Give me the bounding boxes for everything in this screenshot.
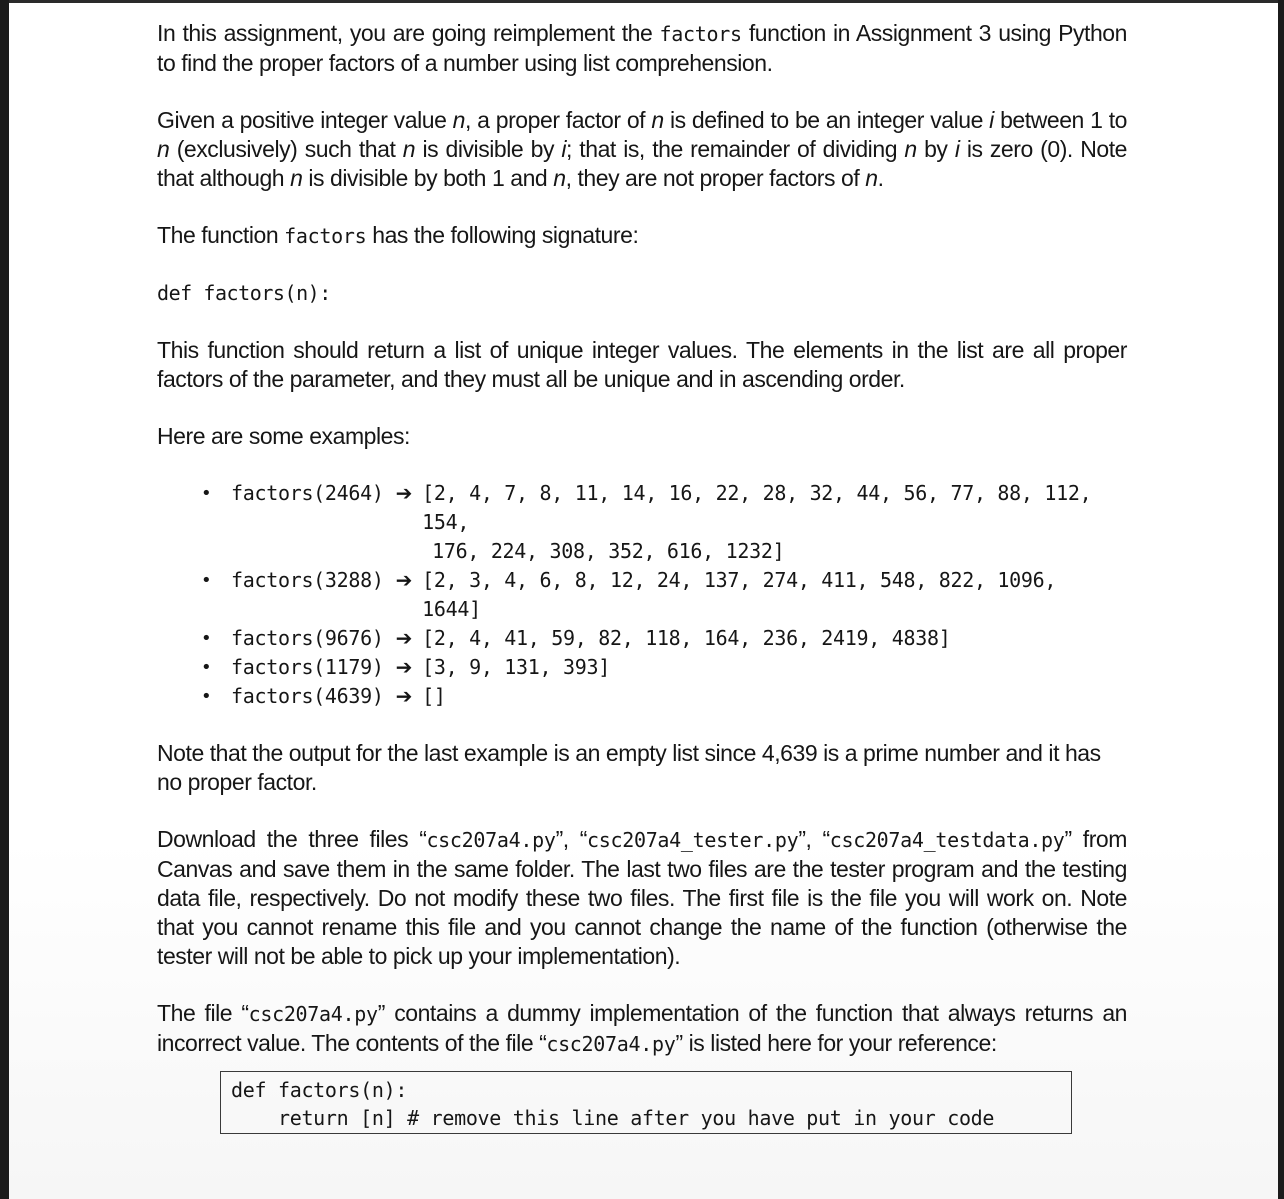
example-call: factors(3288): [231, 568, 384, 592]
example-result-line: [2, 4, 7, 8, 11, 14, 16, 22, 28, 32, 44, 56, 77, 88, 112, 154,: [422, 481, 1092, 534]
window-right-edge: [1278, 0, 1284, 1199]
variable-n: n: [865, 165, 878, 191]
variable-i: i: [989, 107, 994, 133]
filename-main: csc207a4.py: [248, 1002, 378, 1026]
intro-text: function in Assignment 3 using Python to find the proper factors of a number using list comprehension.: [157, 20, 1127, 76]
example-item: [201, 566, 1127, 624]
definition-text: between 1 to: [993, 107, 1127, 133]
example-item: [201, 624, 1127, 653]
filename-main: csc207a4.py: [426, 828, 556, 852]
filename-tester: csc207a4_tester.py: [586, 828, 799, 852]
bullet-icon: •: [201, 570, 212, 591]
dummy-text: The file “: [157, 1000, 249, 1026]
definition-text: (exclusively) such that: [169, 136, 403, 162]
definition-text: is defined to be an integer value: [663, 107, 990, 133]
variable-n: n: [452, 107, 465, 133]
example-call: factors(2464): [231, 481, 384, 505]
download-text: ” from Canvas and save them in the same folder. The last two files are the tester program and the testing data file, respectively. Do not modify these two files. The first file is the file you will work on. Note that you cannot rename this file and you cannot change the name of the function (otherwise the tester will not be able to pick up your implementation).: [157, 826, 1127, 969]
definition-text: .: [877, 165, 884, 191]
signature-intro-paragraph: [157, 221, 1127, 251]
example-result-continuation: 176, 224, 308, 352, 616, 1232]: [432, 539, 785, 563]
variable-n: n: [157, 136, 170, 162]
example-call: factors(1179): [231, 655, 384, 679]
definition-paragraph: [157, 106, 1127, 193]
download-text: ”, “: [555, 826, 587, 852]
arrow-icon: ➔: [395, 655, 413, 679]
definition-text: , they are not proper factors of: [565, 165, 866, 191]
code-line: return [n] # remove this line after you have put in your code: [231, 1106, 995, 1130]
arrow-icon: ➔: [395, 684, 413, 708]
intro-text: In this assignment, you are going reimplement the: [157, 20, 660, 46]
example-item: [201, 479, 1127, 566]
filename-main: csc207a4.py: [546, 1032, 676, 1056]
arrow-icon: ➔: [395, 481, 413, 505]
signature-intro-text: has the following signature:: [366, 222, 639, 248]
inline-code-factors: factors: [659, 22, 742, 46]
window-left-edge: [0, 0, 9, 1199]
examples-list: [157, 479, 1127, 711]
example-call: factors(9676): [231, 626, 384, 650]
download-text: ”, “: [798, 826, 830, 852]
example-result: [2, 4, 41, 59, 82, 118, 164, 236, 2419, 4838]: [422, 626, 951, 650]
arrow-icon: ➔: [395, 568, 413, 592]
example-result: [2, 3, 4, 6, 8, 12, 24, 137, 274, 411, 548, 822, 1096, 1644]: [422, 568, 1057, 621]
signature-intro-text: The function: [157, 222, 285, 248]
example-result: [3, 9, 131, 393]: [422, 655, 610, 679]
bullet-icon: •: [201, 657, 212, 678]
example-result: []: [422, 684, 446, 708]
definition-text: Given a positive integer value: [157, 107, 453, 133]
note-paragraph: Note that the output for the last example is an empty list since 4,639 is a prime number and it has no proper factor.: [157, 740, 1101, 795]
document-page: [9, 3, 1278, 1199]
variable-n: n: [904, 136, 917, 162]
bullet-icon: •: [201, 628, 212, 649]
variable-i: i: [561, 136, 567, 162]
variable-n: n: [651, 107, 664, 133]
variable-n: n: [402, 136, 416, 162]
variable-i: i: [954, 136, 960, 162]
filename-testdata: csc207a4_testdata.py: [829, 828, 1065, 852]
code-listing-box: [220, 1071, 1072, 1134]
definition-text: by: [916, 136, 955, 162]
bullet-icon: •: [201, 483, 212, 504]
example-item: [201, 682, 1127, 711]
returns-paragraph: This function should return a list of unique integer values. The elements in the list are all proper factors of the parameter, and they must all be unique and in ascending order.: [157, 337, 1127, 392]
bullet-icon: •: [201, 686, 212, 707]
variable-n: n: [290, 165, 303, 191]
download-text: Download the three files “: [157, 826, 427, 852]
examples-intro: Here are some examples:: [157, 423, 410, 449]
definition-text: is divisible by both 1 and: [302, 165, 554, 191]
definition-text: is divisible by: [415, 136, 562, 162]
intro-paragraph: [157, 19, 1127, 78]
example-call: factors(4639): [231, 684, 384, 708]
example-result: [422, 479, 1122, 566]
definition-text: , a proper factor of: [465, 107, 652, 133]
dummy-text: ” is listed here for your reference:: [675, 1030, 997, 1056]
definition-text: ; that is, the remainder of dividing: [566, 136, 905, 162]
definition-text: is zero (0). Note that although: [157, 136, 1127, 191]
dummy-text: ” contains a dummy implementation of the function that always returns an incorrect value. The contents of the file “: [157, 1000, 1128, 1056]
variable-n: n: [553, 165, 566, 191]
arrow-icon: ➔: [395, 626, 413, 650]
example-item: [201, 653, 1127, 682]
code-line: def factors(n):: [231, 1078, 408, 1102]
function-signature: def factors(n):: [157, 281, 331, 305]
download-paragraph: [157, 825, 1127, 971]
inline-code-factors: factors: [284, 224, 367, 248]
document-content: [157, 19, 1127, 1134]
dummy-paragraph: [157, 999, 1127, 1059]
